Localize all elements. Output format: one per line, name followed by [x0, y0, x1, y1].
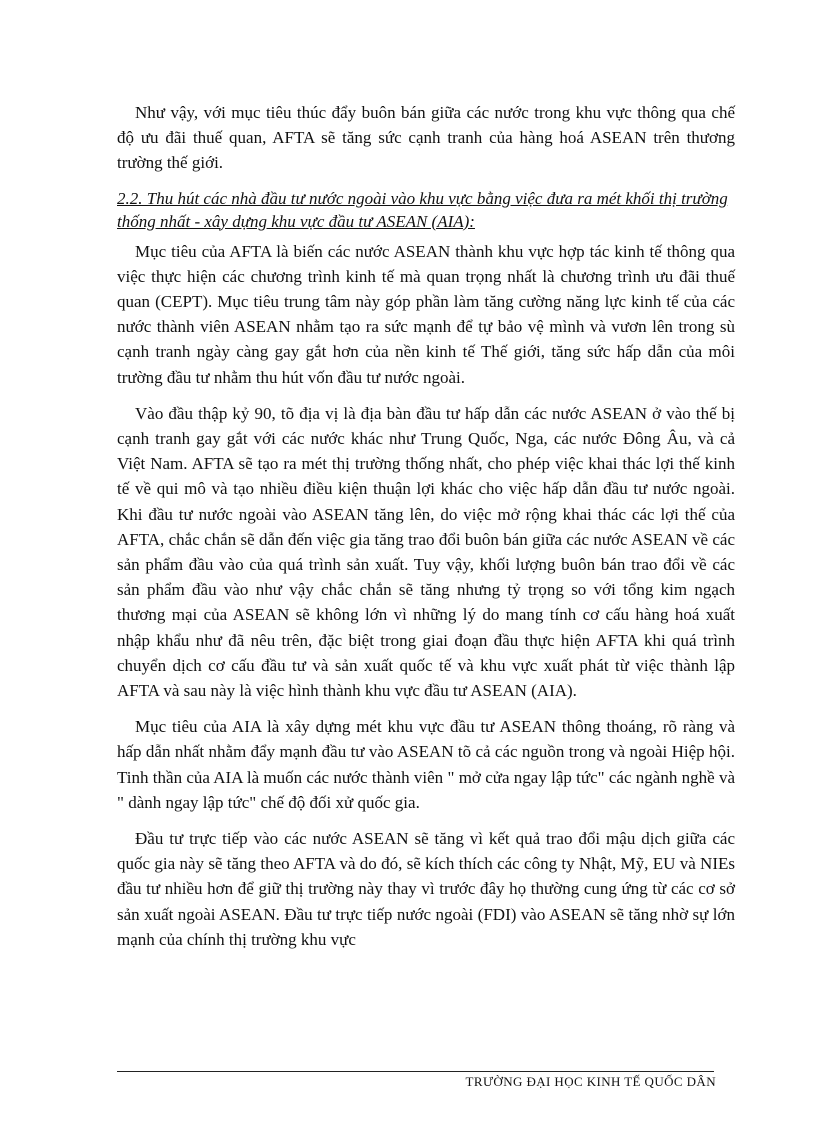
- section-heading-2-2: 2.2. Thu hút các nhà đầu tư nước ngoài vào khu vực bằng việc đưa ra mét khối thị trường thống nhất - xây dựng khu vực đầu tư ASEAN (AIA):: [117, 188, 728, 231]
- paragraph-direct-investment: Đầu tư trực tiếp vào các nước ASEAN sẽ tăng vì kết quả trao đổi mậu dịch giữa các quốc gia này sẽ tăng theo AFTA và do đó, sẽ kích thích các công ty Nhật, Mỹ, EU và NIEs đầu tư nhiều hơn để giữ thị trường này thay vì trước đây họ thường cung ứng từ các cơ sở sản xuất ngoài ASEAN. Đầu tư trực tiếp nước ngoài (FDI) vào ASEAN sẽ tăng nhờ sự lớn mạnh của chính thị trường khu vực: [117, 829, 735, 949]
- document-body: [117, 100, 735, 963]
- paragraph-aia-objective: Mục tiêu của AIA là xây dựng mét khu vực đầu tư ASEAN thông thoáng, rõ ràng và hấp dẫn nhất nhằm đẩy mạnh đầu tư vào ASEAN tõ cả các nguồn trong và ngoài Hiệp hội. Tinh thần của AIA là muốn các nước thành viên " mở cửa ngay lập tức" các ngành nghề và " dành ngay lập tức" chế độ đối xử quốc gia.: [117, 717, 735, 812]
- footer-institution: TRƯỜNG ĐẠI HỌC KINH TẾ QUỐC DÂN: [465, 1074, 716, 1089]
- footer-divider: [117, 1071, 714, 1072]
- paragraph-afta-objective: Mục tiêu của AFTA là biến các nước ASEAN thành khu vực hợp tác kinh tế thông qua việc thực hiện các chương trình kinh tế mà quan trọng nhất là chương trình ưu đãi thuế quan (CEPT). Mục tiêu trung tâm này góp phần làm tăng cường năng lực kinh tế của các nước thành viên ASEAN nhằm tạo ra sức mạnh để tự bảo vệ mình và vươn lên trong sù cạnh tranh ngày càng gay gắt hơn của nền kinh tế Thế giới, tăng sức hấp dẫn của môi trường đầu tư nhằm thu hút vốn đầu tư nước ngoài.: [117, 241, 735, 387]
- paragraph-early-90s: Vào đầu thập kỷ 90, tõ địa vị là địa bàn đầu tư hấp dẫn các nước ASEAN ở vào thế bị cạnh tranh gay gắt với các nước khác như Trung Quốc, Nga, các nước Đông Âu, và cả Việt Nam. AFTA sẽ tạo ra mét thị trường thống nhất, cho phép việc khai thác lợi thế kinh tế về qui mô và tạo nhiều điều kiện thuận lợi khác cho việc hấp dẫn đầu tư nước ngoài. Khi đầu tư nước ngoài vào ASEAN tăng lên, do việc mở rộng khai thác các lợi thế của AFTA, chắc chắn sẽ dẫn đến việc gia tăng trao đổi buôn bán giữa các nước ASEAN về các sản phẩm đầu vào của quá trình sản xuất. Tuy vậy, khối lượng buôn bán trao đổi về các sản phẩm đầu vào như vậy chắc chắn sẽ tăng nhưng tỷ trọng so với tổng kim ngạch thương mại của ASEAN sẽ không lớn vì những lý do mang tính cơ cấu hàng hoá xuất nhập khẩu như đã nêu trên, đặc biệt trong giai đoạn đầu thực hiện AFTA khi quá trình chuyển dịch cơ cấu đầu tư và sản xuất quốc tế và khu vực xuất phát từ việc thành lập AFTA và sau này là việc hình thành khu vực đầu tư ASEAN (AIA).: [117, 403, 735, 701]
- paragraph-afta-trade: Như vậy, với mục tiêu thúc đẩy buôn bán giữa các nước trong khu vực thông qua chế độ ưu đãi thuế quan, AFTA sẽ tăng sức cạnh tranh của hàng hoá ASEAN trên thương trường thế giới.: [117, 103, 735, 173]
